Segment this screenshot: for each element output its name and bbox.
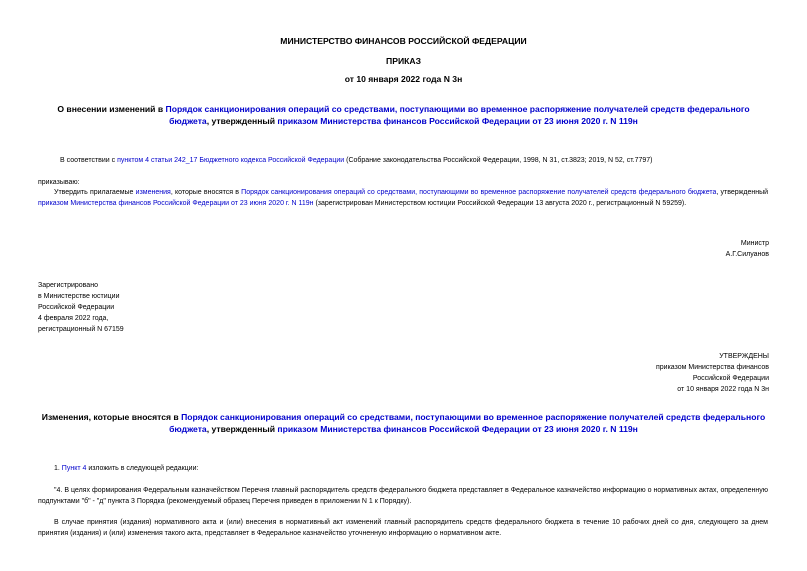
approved-line: приказом Министерства финансов (655, 364, 769, 371)
order-link-changes[interactable]: изменения (135, 189, 171, 196)
registration-line: 4 февраля 2022 года, (38, 315, 109, 322)
doc-type-heading: ПРИКАЗ (386, 56, 421, 66)
ministry-heading: МИНИСТЕРСТВО ФИНАНСОВ РОССИЙСКОЙ ФЕДЕРАЦИИ (280, 36, 527, 46)
order-text-4: (зарегистрирован Министерством юстиции Российской Федерации 13 августа 2020 г., регистрационный N 59259). (313, 200, 687, 207)
document-title (38, 103, 769, 127)
registration-block (38, 280, 124, 335)
intro-link-budget-code[interactable]: пунктом 4 статьи 242_17 Бюджетного кодекса Российской Федерации (117, 157, 345, 164)
order-paragraph (38, 187, 768, 209)
signature-position: Министр (740, 240, 769, 247)
change-item-1 (54, 463, 198, 474)
order-text-1: Утвердить прилагаемые (54, 189, 136, 196)
registration-line: Зарегистрировано (38, 282, 98, 289)
title-prefix: О внесении изменений в (57, 104, 166, 114)
approved-line: УТВЕРЖДЕНЫ (719, 353, 769, 360)
registration-line: регистрационный N 67159 (38, 326, 124, 333)
approved-line: Российской Федерации (692, 375, 769, 382)
doc-date-number: от 10 января 2022 года N 3н (344, 74, 463, 84)
changes-title-prefix: Изменения, которые вносятся в (41, 412, 182, 422)
title-middle: , утвержденный (206, 116, 278, 126)
changes-title-middle: , утвержденный (206, 424, 278, 434)
title-link-procedure[interactable]: Порядок санкционирования операций со средствами, поступающими во временное распоряжение получателей средств федерального бюджета (165, 104, 750, 126)
change-paragraph-1: "4. В целях формирования Федеральным казначейством Перечня главный распорядитель средств федерального бюджета представляет в Федеральное казначейство информацию о нормативных актах, определенную подпунктами "б" - "д" пункта 3 Порядка (рекомендуемый образец Перечня приведен в приложении N 1 к Порядку). (38, 487, 768, 505)
order-link-procedure[interactable]: Порядок санкционирования операций со средствами, поступающими во временное распоряжение получателей средств федерального бюджета (241, 189, 717, 196)
change-item-1-link-point-4[interactable]: Пункт 4 (61, 465, 87, 472)
order-verb: приказываю: (38, 179, 80, 186)
registration-line: Российской Федерации (38, 304, 115, 311)
approved-block (656, 351, 769, 395)
title-link-order-119n[interactable]: приказом Министерства финансов Российской Федерации от 23 июня 2020 г. N 119н (277, 116, 638, 126)
signature-name: А.Г.Силуанов (725, 251, 769, 258)
intro-suffix: (Собрание законодательства Российской Федерации, 1998, N 31, ст.3823; 2019, N 52, ст.7797) (344, 157, 653, 164)
order-text-2: , которые вносятся в (170, 189, 242, 196)
change-item-1-suffix: изложить в следующей редакции: (86, 465, 199, 472)
changes-title-link-procedure[interactable]: Порядок санкционирования операций со средствами, поступающими во временное распоряжение получателей средств федерального бюджета (169, 412, 766, 434)
intro-prefix: В соответствии с (60, 157, 118, 164)
approved-line: от 10 января 2022 года N 3н (677, 386, 769, 393)
registration-line: в Министерстве юстиции (38, 293, 120, 300)
change-item-1-prefix: 1. (54, 465, 62, 472)
order-text-3: , утвержденный (716, 189, 769, 196)
changes-title (38, 411, 769, 435)
intro-paragraph (60, 155, 780, 166)
order-link-order-119n[interactable]: приказом Министерства финансов Российской Федерации от 23 июня 2020 г. N 119н (38, 200, 314, 207)
change-paragraph-2: В случае принятия (издания) нормативного акта и (или) внесения в нормативный акт изменений главный распорядитель средств федерального бюджета в течение 10 рабочих дней со дня, следующего за днем принятия (издания) и (или) изменения такого акта, представляет в Федеральное казначейство уточненную информацию о нормативном акте. (38, 519, 768, 537)
changes-title-link-order-119n[interactable]: приказом Министерства финансов Российской Федерации от 23 июня 2020 г. N 119н (277, 424, 638, 434)
